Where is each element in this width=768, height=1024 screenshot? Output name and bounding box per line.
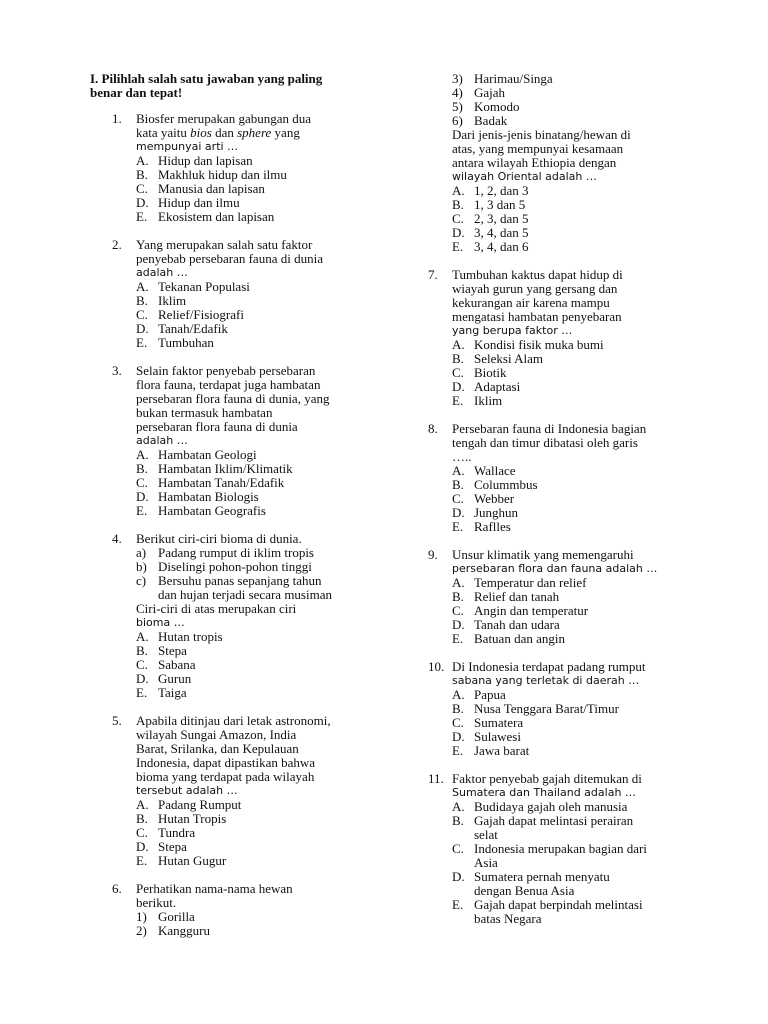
question-text: flora fauna, terdapat juga hambatan [136, 377, 321, 392]
question-number: 10. [428, 659, 445, 674]
option-c[interactable]: C. 2, 3, dan 5 [452, 211, 529, 226]
question-text: Ciri-ciri di atas merupakan ciri [136, 601, 297, 616]
question-text: antara wilayah Ethiopia dengan [452, 155, 617, 170]
option-b-continued[interactable]: selat [474, 827, 498, 842]
option-c[interactable]: C. Angin dan temperatur [452, 603, 589, 618]
question-text: bioma yang terdapat pada wilayah [136, 769, 315, 784]
question-1 [90, 112, 380, 224]
option-a[interactable]: A. Tekanan Populasi [136, 279, 250, 294]
question-2 [90, 238, 380, 350]
question-text: wilayah Oriental adalah … [452, 170, 597, 183]
question-text: penyebab persebaran fauna di dunia [136, 251, 323, 266]
option-d[interactable]: D. Tanah/Edafik [136, 321, 228, 336]
question-6-continued [428, 72, 718, 254]
option-b[interactable]: B. Stepa [136, 643, 187, 658]
question-text: adalah … [136, 266, 188, 279]
question-text: mengatasi hambatan penyebaran [452, 309, 622, 324]
option-e[interactable]: E. Raflles [452, 519, 511, 534]
question-text: tersebut adalah … [136, 784, 238, 797]
list-item-continued: dan hujan terjadi secara musiman [158, 587, 332, 602]
question-11 [428, 772, 718, 926]
question-4 [90, 532, 380, 700]
option-c[interactable]: C. Sumatera [452, 715, 524, 730]
question-text: bukan termasuk hambatan [136, 405, 273, 420]
option-a[interactable]: A. Budidaya gajah oleh manusia [452, 799, 628, 814]
question-text: adalah … [136, 434, 188, 447]
option-c[interactable]: C. Relief/Fisiografi [136, 307, 244, 322]
list-item: 3) Harimau/Singa [452, 71, 553, 86]
question-text: Di Indonesia terdapat padang rumput [452, 659, 646, 674]
question-text: Barat, Srilanka, dan Kepulauan [136, 741, 299, 756]
question-text: kekurangan air karena mampu [452, 295, 610, 310]
option-e[interactable]: E. Hutan Gugur [136, 853, 227, 868]
question-text: Yang merupakan salah satu faktor [136, 237, 313, 252]
question-text: persebaran flora fauna di dunia [136, 419, 298, 434]
question-text: Unsur klimatik yang memengaruhi [452, 547, 634, 562]
option-d[interactable]: D. Sumatera pernah menyatu [452, 869, 610, 884]
list-item: 2) Kangguru [136, 923, 210, 938]
option-a[interactable]: A. Hambatan Geologi [136, 447, 257, 462]
option-a[interactable]: A. Papua [452, 687, 506, 702]
option-d[interactable]: D. Hambatan Biologis [136, 489, 259, 504]
option-d-continued[interactable]: dengan Benua Asia [474, 883, 575, 898]
question-text: wilayah Sungai Amazon, India [136, 727, 297, 742]
question-text: Tumbuhan kaktus dapat hidup di [452, 267, 623, 282]
option-b[interactable]: B. Colummbus [452, 477, 538, 492]
list-item: 5) Komodo [452, 99, 520, 114]
question-number: 7. [428, 267, 438, 282]
option-b[interactable]: B. Relief dan tanah [452, 589, 560, 604]
question-5 [90, 714, 380, 868]
question-number: 2. [112, 237, 122, 252]
question-text: Persebaran fauna di Indonesia bagian [452, 421, 647, 436]
question-text: Perhatikan nama-nama hewan [136, 881, 293, 896]
question-number: 8. [428, 421, 438, 436]
question-text: Faktor penyebab gajah ditemukan di [452, 771, 642, 786]
question-text: Biosfer merupakan gabungan dua [136, 111, 312, 126]
option-c[interactable]: C. Biotik [452, 365, 507, 380]
option-b[interactable]: B. Gajah dapat melintasi perairan [452, 813, 634, 828]
option-d[interactable]: D. Gurun [136, 671, 192, 686]
option-e[interactable]: E. 3, 4, dan 6 [452, 239, 529, 254]
question-text: berikut. [136, 895, 177, 910]
option-e[interactable]: E. Tumbuhan [136, 335, 214, 350]
right-column [428, 72, 718, 940]
list-item: 4) Gajah [452, 85, 506, 100]
option-d[interactable]: D. Tanah dan udara [452, 617, 560, 632]
question-number: 9. [428, 547, 438, 562]
question-text: atas, yang mempunyai kesamaan [452, 141, 624, 156]
option-a[interactable]: A. Hutan tropis [136, 629, 223, 644]
option-d[interactable]: D. Sulawesi [452, 729, 521, 744]
option-b[interactable]: B. 1, 3 dan 5 [452, 197, 526, 212]
question-text: Berikut ciri-ciri bioma di dunia. [136, 531, 302, 546]
option-a[interactable]: A. 1, 2, dan 3 [452, 183, 529, 198]
option-c[interactable]: C. Indonesia merupakan bagian dari [452, 841, 647, 856]
option-a[interactable]: A. Hidup dan lapisan [136, 153, 253, 168]
question-text: Apabila ditinjau dari letak astronomi, [136, 713, 331, 728]
question-6 [90, 882, 380, 938]
option-e[interactable]: E. Iklim [452, 393, 503, 408]
question-text: persebaran flora dan fauna adalah … [452, 562, 658, 575]
question-text: bioma … [136, 616, 185, 629]
list-item: a) Padang rumput di iklim tropis [136, 545, 314, 560]
option-c[interactable]: C. Webber [452, 491, 515, 506]
question-number: 1. [112, 111, 122, 126]
option-c[interactable]: C. Sabana [136, 657, 196, 672]
option-b[interactable]: B. Hambatan Iklim/Klimatik [136, 461, 293, 476]
question-text: kata yaitu bios dan sphere yang [136, 125, 300, 140]
list-item: 6) Badak [452, 113, 508, 128]
option-d[interactable]: D. Stepa [136, 839, 187, 854]
option-a[interactable]: A. Temperatur dan relief [452, 575, 587, 590]
option-a[interactable]: A. Wallace [452, 463, 516, 478]
option-c[interactable]: C. Hambatan Tanah/Edafik [136, 475, 285, 490]
option-e[interactable]: E. Gajah dapat berpindah melintasi [452, 897, 643, 912]
option-c[interactable]: C. Tundra [136, 825, 196, 840]
option-b[interactable]: B. Seleksi Alam [452, 351, 543, 366]
question-3 [90, 364, 380, 518]
option-b[interactable]: B. Makhluk hidup dan ilmu [136, 167, 287, 182]
option-d[interactable]: D. Junghun [452, 505, 519, 520]
question-text: Selain faktor penyebab persebaran [136, 363, 316, 378]
list-item: c) Bersuhu panas sepanjang tahun [136, 573, 322, 588]
question-text: Dari jenis-jenis binatang/hewan di [452, 127, 631, 142]
option-d[interactable]: D. Hidup dan ilmu [136, 195, 240, 210]
question-number: 6. [112, 881, 122, 896]
option-e[interactable]: E. Taiga [136, 685, 187, 700]
section-heading: I. Pilihlah salah satu jawaban yang paling benar dan tepat! [90, 71, 323, 100]
question-number: 5. [112, 713, 122, 728]
list-item: 1) Gorilla [136, 909, 195, 924]
option-d[interactable]: D. Adaptasi [452, 379, 521, 394]
question-10 [428, 660, 718, 758]
option-e[interactable]: E. Ekosistem dan lapisan [136, 209, 275, 224]
question-9 [428, 548, 718, 646]
question-number: 4. [112, 531, 122, 546]
option-e[interactable]: E. Jawa barat [452, 743, 530, 758]
option-e[interactable]: E. Hambatan Geografis [136, 503, 266, 518]
option-e[interactable]: E. Batuan dan angin [452, 631, 565, 646]
question-text: yang berupa faktor … [452, 324, 573, 337]
option-a[interactable]: A. Padang Rumput [136, 797, 242, 812]
list-item: b) Diselingi pohon-pohon tinggi [136, 559, 312, 574]
question-text: Sumatera dan Thailand adalah … [452, 786, 636, 799]
option-b[interactable]: B. Hutan Tropis [136, 811, 227, 826]
option-b[interactable]: B. Nusa Tenggara Barat/Timur [452, 701, 619, 716]
option-c[interactable]: C. Manusia dan lapisan [136, 181, 265, 196]
question-8 [428, 422, 718, 534]
option-c-continued[interactable]: Asia [474, 855, 498, 870]
question-text: tengah dan timur dibatasi oleh garis [452, 435, 638, 450]
question-text: Indonesia, dapat dipastikan bahwa [136, 755, 316, 770]
option-e-continued[interactable]: batas Negara [474, 911, 542, 926]
question-7 [428, 268, 718, 408]
question-text: ….. [452, 449, 472, 464]
option-d[interactable]: D. 3, 4, dan 5 [452, 225, 529, 240]
left-column [90, 72, 380, 952]
question-number: 3. [112, 363, 122, 378]
option-a[interactable]: A. Kondisi fisik muka bumi [452, 337, 604, 352]
question-text: persebaran flora fauna di dunia, yang [136, 391, 330, 406]
question-text: wiayah gurun yang gersang dan [452, 281, 618, 296]
question-text: sabana yang terletak di daerah … [452, 674, 640, 687]
option-b[interactable]: B. Iklim [136, 293, 187, 308]
question-number: 11. [428, 771, 444, 786]
question-text: mempunyai arti … [136, 140, 239, 153]
